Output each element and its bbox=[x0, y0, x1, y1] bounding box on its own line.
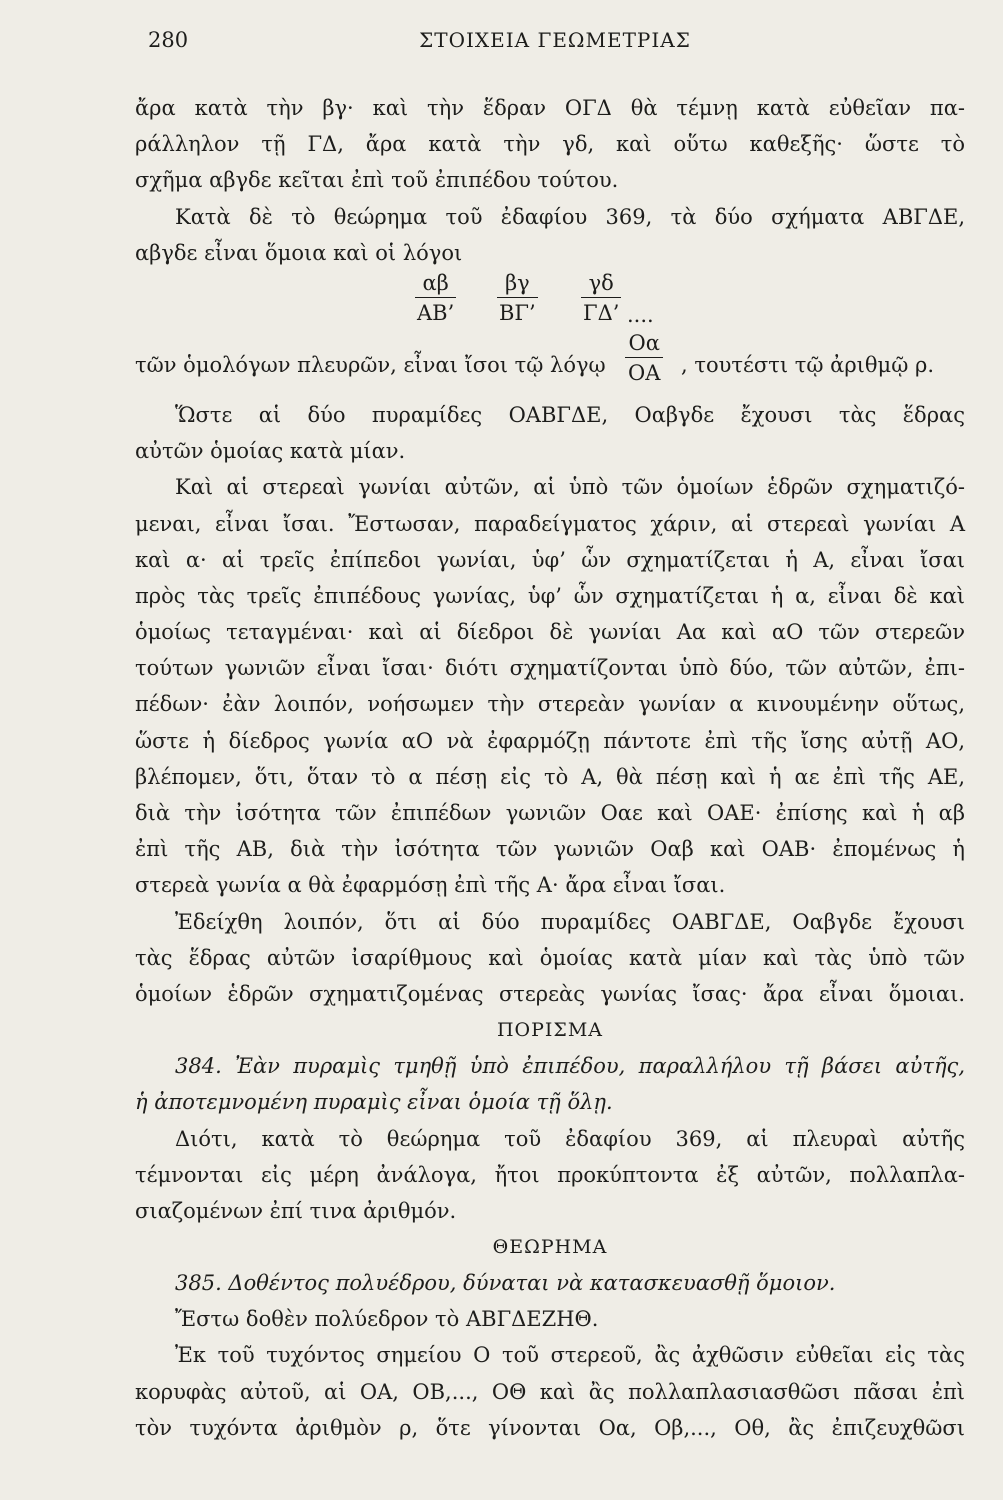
text-line: διὰ τὴν ἰσότητα τῶν ἐπιπέδων γωνιῶν Οαε καὶ ΟΑΕ· ἐπίσης καὶ ἡ αβ bbox=[135, 801, 965, 825]
fraction-denominator: ΓΔ’ bbox=[581, 297, 621, 328]
fraction bbox=[497, 269, 538, 328]
fraction-numerator: αβ bbox=[422, 270, 449, 295]
text-line: ὁμοίως τεταγμέναι· καὶ αἱ δίεδροι δὲ γωνίαι Αα καὶ αΟ τῶν στερεῶν bbox=[135, 620, 965, 645]
corollary-line: ἡ ἀποτεμνομένη πυραμὶς εἶναι ὁμοία τῇ ὅλῃ. bbox=[135, 1090, 613, 1115]
text-line: καὶ α· αἱ τρεῖς ἐπίπεδοι γωνίαι, ὑφ’ ὧν σχηματίζεται ἡ Α, εἶναι ἴσαι bbox=[135, 547, 965, 572]
ratio-sentence bbox=[135, 330, 965, 397]
text-line: πέδων· ἐὰν λοιπόν, νοήσωμεν τὴν στερεὰν γωνίαν α κινουμένην οὕτως, bbox=[135, 692, 965, 717]
running-title: ΣΤΟΙΧΕΙΑ ΓΕΩΜΕΤΡΙΑΣ bbox=[419, 28, 691, 52]
text-line: τέμνονται εἰς μέρη ἀνάλογα, ἤτοι προκύπτοντα ἐξ αὐτῶν, πολλαπλα- bbox=[135, 1162, 965, 1187]
fraction-denominator: ΑΒ’ bbox=[415, 297, 456, 328]
page-header bbox=[140, 28, 970, 64]
fraction-numerator: γδ bbox=[588, 270, 614, 295]
fraction-denominator: ΒΓ’ bbox=[497, 297, 538, 328]
text-line: κορυφὰς αὐτοῦ, αἱ ΟΑ, ΟΒ,..., ΟΘ καὶ ἂς πολλαπλασιασθῶσι πᾶσαι ἐπὶ bbox=[135, 1379, 965, 1404]
fraction bbox=[415, 269, 456, 328]
text-line: τὰς ἕδρας αὐτῶν ἰσαρίθμους καὶ ὁμοίας κατὰ μίαν καὶ τὰς ὑπὸ τῶν bbox=[135, 945, 965, 970]
text-line: Διότι, κατὰ τὸ θεώρημα τοῦ ἐδαφίου 369, αἱ πλευραὶ αὐτῆς bbox=[175, 1126, 965, 1151]
fraction bbox=[581, 269, 621, 328]
fraction-numerator: Οα bbox=[628, 330, 660, 355]
ratio-fraction bbox=[625, 329, 663, 388]
fraction-denominator: ΟΑ bbox=[625, 357, 663, 388]
text-line: αβγδε εἶναι ὅμοια καὶ οἱ λόγοι bbox=[135, 240, 463, 265]
text-line: Κατὰ δὲ τὸ θεώρημα τοῦ ἐδαφίου 369, τὰ δύο σχήματα ΑΒΓΔΕ, bbox=[175, 204, 965, 229]
text-line: Ἐκ τοῦ τυχόντος σημείου Ο τοῦ στερεοῦ, ἂς ἀχθῶσιν εὐθεῖαι εἰς τὰς bbox=[175, 1343, 965, 1368]
text-line: αὐτῶν ὁμοίας κατὰ μίαν. bbox=[135, 439, 406, 464]
text-line: ὥστε ἡ δίεδρος γωνία αΟ νὰ ἐφαρμόζῃ πάντοτε ἐπὶ τῆς ἴσης αὐτῇ ΑΟ, bbox=[135, 728, 965, 753]
theorem-statement: 385. Δοθέντος πολυέδρου, δύναται νὰ κατασκευασθῇ ὅμοιον. bbox=[175, 1271, 836, 1296]
text-line: πρὸς τὰς τρεῖς ἐπιπέδους γωνίας, ὑφ’ ὧν σχηματίζεται ἡ α, εἶναι δὲ καὶ bbox=[135, 583, 965, 608]
text-line: Ἔστω δοθὲν πολύεδρον τὸ ΑΒΓΔΕΖΗΘ. bbox=[175, 1307, 599, 1332]
text-line: τούτων γωνιῶν εἶναι ἴσαι· διότι σχηματίζονται ὑπὸ δύο, τῶν αὐτῶν, ἐπι- bbox=[135, 656, 965, 681]
text-line: ἐπὶ τῆς ΑΒ, διὰ τὴν ἰσότητα τῶν γωνιῶν Οαβ καὶ ΟΑΒ· ἐπομένως ἡ bbox=[135, 837, 965, 862]
text-line: Ἐδείχθη λοιπόν, ὅτι αἱ δύο πυραμίδες ΟΑΒΓΔΕ, Οαβγδε ἔχουσι bbox=[175, 909, 965, 934]
page-body bbox=[135, 90, 965, 1446]
text-line: σιαζομένων ἐπί τινα ἀριθμόν. bbox=[135, 1198, 457, 1223]
fraction-ellipsis: .... bbox=[627, 302, 654, 327]
text-line: βλέπομεν, ὅτι, ὅταν τὸ α πέσῃ εἰς τὸ Α, θὰ πέσῃ καὶ ἡ αε ἐπὶ τῆς ΑΕ, bbox=[135, 764, 965, 789]
text-line: Ὥστε αἱ δύο πυραμίδες ΟΑΒΓΔΕ, Οαβγδε ἔχουσι τὰς ἕδρας bbox=[175, 402, 965, 427]
text-line: ὁμοίων ἑδρῶν σχηματιζομένας στερεὰς γωνίας ἴσας· ἄρα εἶναι ὅμοιαι. bbox=[135, 981, 965, 1006]
fraction-numerator: βγ bbox=[504, 270, 530, 295]
section-heading: ΠΟΡΙΣΜΑ bbox=[496, 1019, 604, 1042]
section-heading: ΘΕΩΡΗΜΑ bbox=[492, 1236, 608, 1259]
text-line: μεναι, εἶναι ἴσαι. Ἔστωσαν, παραδείγματος χάριν, αἱ στερεαὶ γωνίαι Α bbox=[135, 511, 965, 536]
corollary-line: 384. Ἐὰν πυραμὶς τμηθῇ ὑπὸ ἐπιπέδου, παραλλήλου τῇ βάσει αὐτῆς, bbox=[175, 1054, 965, 1079]
ratio-fractions bbox=[135, 271, 965, 335]
text-line: Καὶ αἱ στερεαὶ γωνίαι αὐτῶν, αἱ ὑπὸ τῶν ὁμοίων ἑδρῶν σχηματιζό- bbox=[175, 475, 965, 500]
page-number: 280 bbox=[148, 28, 189, 52]
text-line: ἄρα κατὰ τὴν βγ· καὶ τὴν ἕδραν ΟΓΔ θὰ τέμνῃ κατὰ εὐθεῖαν πα- bbox=[135, 96, 965, 120]
ratio-text: τῶν ὁμολόγων πλευρῶν, εἶναι ἴσοι τῷ λόγῳ bbox=[135, 352, 606, 377]
text-line: ράλληλον τῇ ΓΔ, ἄρα κατὰ τὴν γδ, καὶ οὕτω καθεξῆς· ὥστε τὸ bbox=[135, 132, 965, 157]
ratio-text-after: , τουτέστι τῷ ἀριθμῷ ρ. bbox=[681, 352, 935, 377]
text-line: στερεὰ γωνία α θὰ ἐφαρμόσῃ ἐπὶ τῆς Α· ἄρα εἶναι ἴσαι. bbox=[135, 873, 726, 898]
text-line: σχῆμα αβγδε κεῖται ἐπὶ τοῦ ἐπιπέδου τούτου. bbox=[135, 168, 619, 193]
text-line: τὸν τυχόντα ἀριθμὸν ρ, ὅτε γίνονται Οα, Οβ,..., Οθ, ἂς ἐπιζευχθῶσι bbox=[135, 1415, 965, 1440]
